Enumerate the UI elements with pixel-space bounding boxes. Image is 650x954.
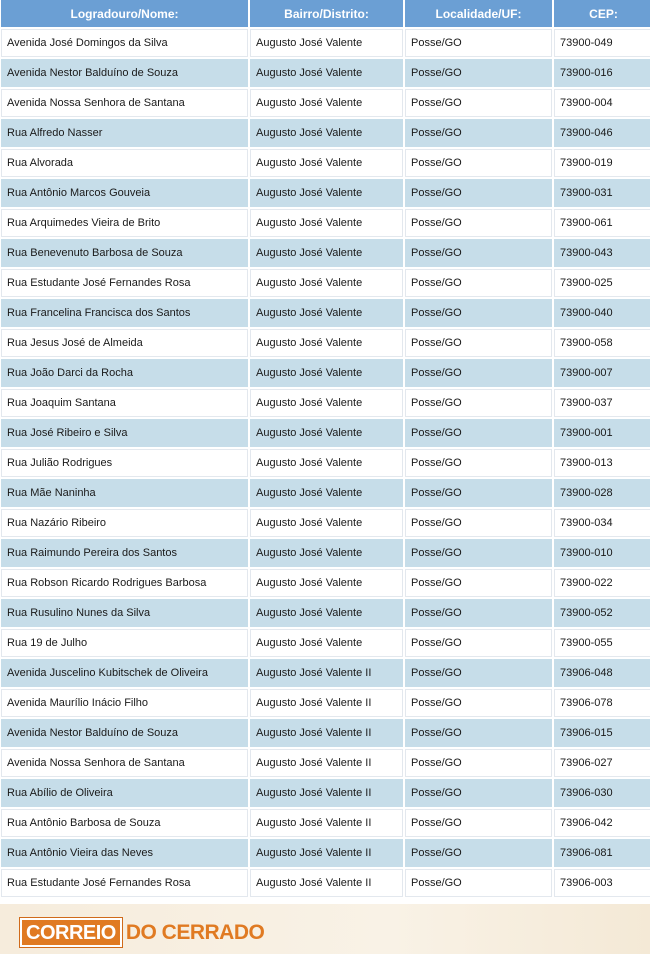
cep-cell: 73900-034 — [554, 509, 650, 537]
logradouro-cell: Rua Rusulino Nunes da Silva — [1, 599, 248, 627]
bairro-cell: Augusto José Valente — [250, 569, 403, 597]
logradouro-cell: Avenida Nestor Balduíno de Souza — [1, 719, 248, 747]
correio-do-cerrado-logo — [20, 918, 264, 947]
table-row — [1, 29, 650, 57]
bairro-cell: Augusto José Valente — [250, 629, 403, 657]
table-row — [1, 659, 650, 687]
logradouro-cell: Rua 19 de Julho — [1, 629, 248, 657]
header-cep: CEP: — [554, 0, 650, 27]
localidade-cell: Posse/GO — [405, 329, 552, 357]
table-row — [1, 329, 650, 357]
table-row — [1, 449, 650, 477]
logradouro-cell: Rua Alvorada — [1, 149, 248, 177]
bairro-cell: Augusto José Valente II — [250, 719, 403, 747]
bairro-cell: Augusto José Valente — [250, 119, 403, 147]
table-row — [1, 59, 650, 87]
localidade-cell: Posse/GO — [405, 869, 552, 897]
table-row — [1, 389, 650, 417]
logradouro-cell: Rua Antônio Barbosa de Souza — [1, 809, 248, 837]
localidade-cell: Posse/GO — [405, 269, 552, 297]
logradouro-cell: Avenida Nestor Balduíno de Souza — [1, 59, 248, 87]
logradouro-cell: Rua Raimundo Pereira dos Santos — [1, 539, 248, 567]
logradouro-cell: Rua Estudante José Fernandes Rosa — [1, 869, 248, 897]
bairro-cell: Augusto José Valente II — [250, 749, 403, 777]
logo-rest-word: DO CERRADO — [125, 920, 265, 944]
bairro-cell: Augusto José Valente II — [250, 839, 403, 867]
bairro-cell: Augusto José Valente — [250, 539, 403, 567]
bairro-cell: Augusto José Valente — [250, 149, 403, 177]
localidade-cell: Posse/GO — [405, 29, 552, 57]
localidade-cell: Posse/GO — [405, 779, 552, 807]
logradouro-cell: Rua Antônio Marcos Gouveia — [1, 179, 248, 207]
cep-cell: 73900-022 — [554, 569, 650, 597]
cep-cell: 73900-049 — [554, 29, 650, 57]
logo-boxed-word: CORREIO — [20, 918, 122, 947]
bairro-cell: Augusto José Valente II — [250, 809, 403, 837]
bairro-cell: Augusto José Valente — [250, 89, 403, 117]
table-header-row — [1, 0, 650, 27]
cep-cell: 73900-058 — [554, 329, 650, 357]
bairro-cell: Augusto José Valente — [250, 269, 403, 297]
localidade-cell: Posse/GO — [405, 119, 552, 147]
cep-cell: 73906-078 — [554, 689, 650, 717]
localidade-cell: Posse/GO — [405, 479, 552, 507]
table-row — [1, 629, 650, 657]
cep-cell: 73900-016 — [554, 59, 650, 87]
logradouro-cell: Rua Mãe Naninha — [1, 479, 248, 507]
table-row — [1, 209, 650, 237]
logradouro-cell: Rua Joaquim Santana — [1, 389, 248, 417]
bairro-cell: Augusto José Valente — [250, 329, 403, 357]
table-row — [1, 809, 650, 837]
localidade-cell: Posse/GO — [405, 509, 552, 537]
bairro-cell: Augusto José Valente — [250, 239, 403, 267]
table-row — [1, 869, 650, 897]
localidade-cell: Posse/GO — [405, 689, 552, 717]
bairro-cell: Augusto José Valente — [250, 179, 403, 207]
cep-cell: 73900-001 — [554, 419, 650, 447]
cep-cell: 73900-007 — [554, 359, 650, 387]
table-body — [1, 29, 650, 897]
header-bairro: Bairro/Distrito: — [250, 0, 403, 27]
cep-cell: 73906-027 — [554, 749, 650, 777]
bairro-cell: Augusto José Valente — [250, 479, 403, 507]
table-row — [1, 749, 650, 777]
table-row — [1, 839, 650, 867]
logradouro-cell: Rua Francelina Francisca dos Santos — [1, 299, 248, 327]
logradouro-cell: Rua Antônio Vieira das Neves — [1, 839, 248, 867]
table-row — [1, 89, 650, 117]
logradouro-cell: Avenida Nossa Senhora de Santana — [1, 749, 248, 777]
table-row — [1, 179, 650, 207]
cep-cell: 73906-042 — [554, 809, 650, 837]
localidade-cell: Posse/GO — [405, 539, 552, 567]
footer-banner — [0, 904, 650, 954]
bairro-cell: Augusto José Valente — [250, 59, 403, 87]
logradouro-cell: Rua João Darci da Rocha — [1, 359, 248, 387]
logradouro-cell: Rua Alfredo Nasser — [1, 119, 248, 147]
localidade-cell: Posse/GO — [405, 359, 552, 387]
localidade-cell: Posse/GO — [405, 449, 552, 477]
cep-cell: 73900-028 — [554, 479, 650, 507]
bairro-cell: Augusto José Valente II — [250, 779, 403, 807]
cep-cell: 73900-046 — [554, 119, 650, 147]
bairro-cell: Augusto José Valente — [250, 509, 403, 537]
cep-cell: 73900-037 — [554, 389, 650, 417]
table-row — [1, 359, 650, 387]
localidade-cell: Posse/GO — [405, 569, 552, 597]
cep-cell: 73900-043 — [554, 239, 650, 267]
localidade-cell: Posse/GO — [405, 419, 552, 447]
bairro-cell: Augusto José Valente — [250, 419, 403, 447]
bairro-cell: Augusto José Valente — [250, 599, 403, 627]
table-row — [1, 269, 650, 297]
logradouro-cell: Avenida Juscelino Kubitschek de Oliveira — [1, 659, 248, 687]
header-localidade: Localidade/UF: — [405, 0, 552, 27]
table-row — [1, 779, 650, 807]
bairro-cell: Augusto José Valente — [250, 209, 403, 237]
bairro-cell: Augusto José Valente — [250, 389, 403, 417]
logradouro-cell: Rua Estudante José Fernandes Rosa — [1, 269, 248, 297]
logradouro-cell: Rua José Ribeiro e Silva — [1, 419, 248, 447]
table-row — [1, 119, 650, 147]
cep-cell: 73906-030 — [554, 779, 650, 807]
cep-cell: 73906-081 — [554, 839, 650, 867]
localidade-cell: Posse/GO — [405, 719, 552, 747]
logradouro-cell: Rua Robson Ricardo Rodrigues Barbosa — [1, 569, 248, 597]
table-row — [1, 569, 650, 597]
logradouro-cell: Rua Abílio de Oliveira — [1, 779, 248, 807]
logradouro-cell: Rua Benevenuto Barbosa de Souza — [1, 239, 248, 267]
logradouro-cell: Rua Nazário Ribeiro — [1, 509, 248, 537]
table-row — [1, 149, 650, 177]
logradouro-cell: Avenida Nossa Senhora de Santana — [1, 89, 248, 117]
bairro-cell: Augusto José Valente II — [250, 689, 403, 717]
table-row — [1, 419, 650, 447]
cep-cell: 73900-061 — [554, 209, 650, 237]
localidade-cell: Posse/GO — [405, 239, 552, 267]
cep-cell: 73900-010 — [554, 539, 650, 567]
localidade-cell: Posse/GO — [405, 299, 552, 327]
cep-cell: 73900-055 — [554, 629, 650, 657]
cep-cell: 73900-025 — [554, 269, 650, 297]
logradouro-cell: Avenida José Domingos da Silva — [1, 29, 248, 57]
logradouro-cell: Rua Julião Rodrigues — [1, 449, 248, 477]
header-logradouro: Logradouro/Nome: — [1, 0, 248, 27]
bairro-cell: Augusto José Valente — [250, 29, 403, 57]
localidade-cell: Posse/GO — [405, 629, 552, 657]
localidade-cell: Posse/GO — [405, 209, 552, 237]
table-row — [1, 539, 650, 567]
cep-cell: 73900-052 — [554, 599, 650, 627]
table-row — [1, 479, 650, 507]
cep-cell: 73906-015 — [554, 719, 650, 747]
cep-cell: 73906-048 — [554, 659, 650, 687]
table-row — [1, 509, 650, 537]
table-row — [1, 599, 650, 627]
localidade-cell: Posse/GO — [405, 749, 552, 777]
logradouro-cell: Rua Jesus José de Almeida — [1, 329, 248, 357]
localidade-cell: Posse/GO — [405, 659, 552, 687]
cep-cell: 73900-019 — [554, 149, 650, 177]
localidade-cell: Posse/GO — [405, 599, 552, 627]
logradouro-cell: Avenida Maurílio Inácio Filho — [1, 689, 248, 717]
localidade-cell: Posse/GO — [405, 149, 552, 177]
localidade-cell: Posse/GO — [405, 389, 552, 417]
localidade-cell: Posse/GO — [405, 179, 552, 207]
table-row — [1, 719, 650, 747]
localidade-cell: Posse/GO — [405, 839, 552, 867]
bairro-cell: Augusto José Valente — [250, 359, 403, 387]
cep-cell: 73900-013 — [554, 449, 650, 477]
localidade-cell: Posse/GO — [405, 89, 552, 117]
logradouro-cell: Rua Arquimedes Vieira de Brito — [1, 209, 248, 237]
table-row — [1, 239, 650, 267]
cep-cell: 73900-031 — [554, 179, 650, 207]
table-row — [1, 689, 650, 717]
cep-cell: 73906-003 — [554, 869, 650, 897]
bairro-cell: Augusto José Valente II — [250, 869, 403, 897]
bairro-cell: Augusto José Valente — [250, 299, 403, 327]
localidade-cell: Posse/GO — [405, 809, 552, 837]
table-row — [1, 299, 650, 327]
bairro-cell: Augusto José Valente — [250, 449, 403, 477]
bairro-cell: Augusto José Valente II — [250, 659, 403, 687]
localidade-cell: Posse/GO — [405, 59, 552, 87]
cep-cell: 73900-004 — [554, 89, 650, 117]
cep-cell: 73900-040 — [554, 299, 650, 327]
